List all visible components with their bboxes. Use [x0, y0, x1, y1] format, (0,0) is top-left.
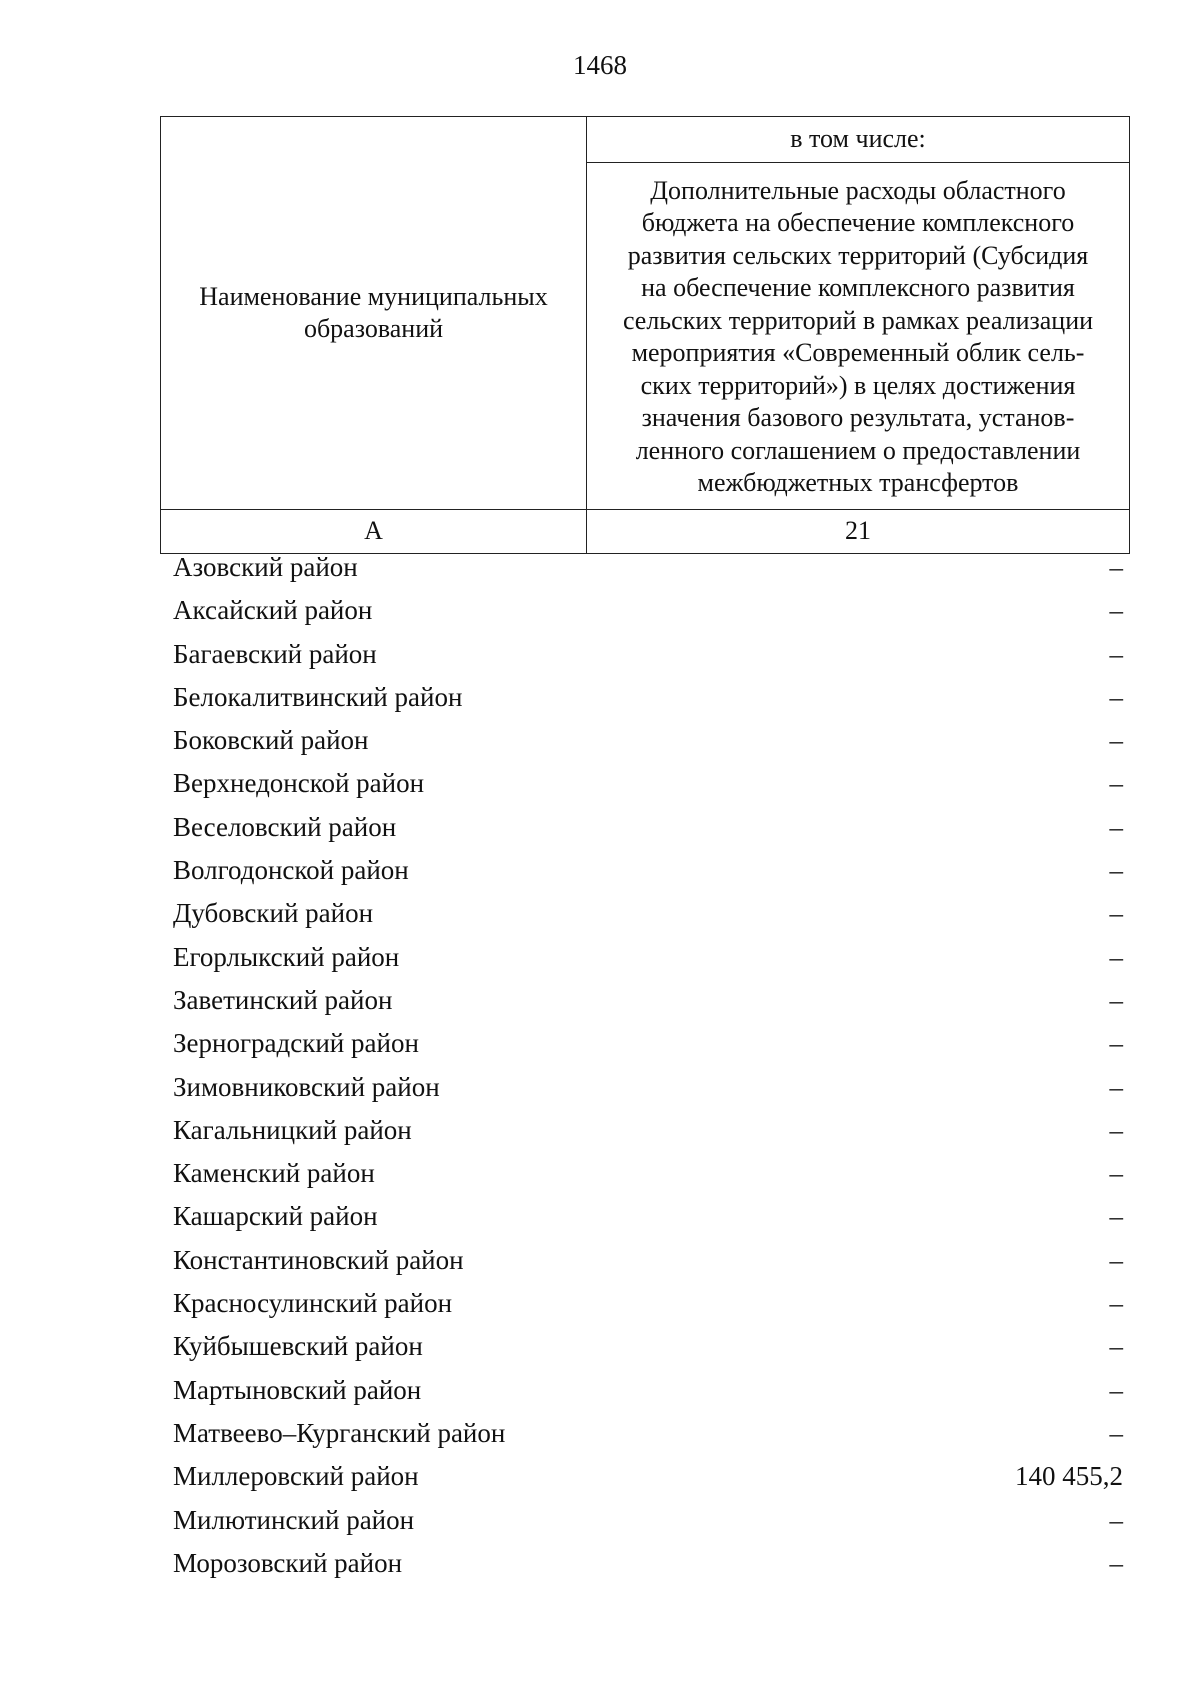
- municipality-value: –: [1109, 725, 1123, 756]
- description-line: сельских территорий в рамках реализации: [622, 305, 1094, 335]
- name-column-header: Наименование муниципальных образований: [161, 117, 587, 510]
- description-line: ских территорий») в целях достижения: [640, 370, 1076, 400]
- municipality-value: –: [1109, 1201, 1123, 1232]
- municipality-name: Матвеево–Курганский район: [173, 1417, 506, 1448]
- municipality-value: –: [1109, 1158, 1123, 1189]
- municipality-value: –: [1109, 1071, 1123, 1102]
- municipality-name: Константиновский район: [173, 1244, 464, 1275]
- municipality-value: –: [1109, 638, 1123, 669]
- municipality-value: –: [1109, 681, 1123, 712]
- description-line: мероприятия «Современный облик сель-: [631, 338, 1085, 367]
- table-row: [173, 1499, 1123, 1542]
- table-row: [173, 1325, 1123, 1368]
- table-row: [173, 1022, 1123, 1065]
- municipality-value: –: [1109, 1547, 1123, 1578]
- municipality-name: Зерноградский район: [173, 1028, 419, 1059]
- municipality-name: Куйбышевский район: [173, 1331, 423, 1362]
- municipality-name: Красносулинский район: [173, 1288, 453, 1319]
- municipality-name: Багаевский район: [173, 638, 377, 669]
- municipality-name: Белокалитвинский район: [173, 681, 463, 712]
- municipality-name: Кашарский район: [173, 1201, 378, 1232]
- table-row: [173, 1152, 1123, 1195]
- municipality-name: Милютинский район: [173, 1504, 415, 1535]
- municipality-value: 140 455,2: [1015, 1461, 1123, 1492]
- index-value-cell: 21: [587, 510, 1130, 554]
- municipality-name: Аксайский район: [173, 595, 373, 626]
- table-row: [173, 633, 1123, 676]
- municipality-value: –: [1109, 1114, 1123, 1145]
- table-row: [173, 1239, 1123, 1282]
- description-text: [593, 173, 1123, 500]
- municipality-name: Морозовский район: [173, 1547, 403, 1578]
- table-row: [173, 676, 1123, 719]
- municipality-name: Волгодонской район: [173, 855, 409, 886]
- table-row: [173, 979, 1123, 1022]
- description-line: Дополнительные расходы областного: [650, 175, 1066, 205]
- municipality-name: Миллеровский район: [173, 1461, 419, 1492]
- page-number: 1468: [573, 50, 627, 80]
- municipality-name: Егорлыкский район: [173, 941, 400, 972]
- table-row: [173, 936, 1123, 979]
- municipality-value: –: [1109, 984, 1123, 1015]
- table-row: [173, 1066, 1123, 1109]
- included-header: в том числе:: [587, 117, 1130, 163]
- municipality-value: –: [1109, 1244, 1123, 1275]
- table-row: [173, 806, 1123, 849]
- description-line: межбюджетных трансфертов: [697, 468, 1019, 497]
- municipality-value: –: [1109, 1331, 1123, 1362]
- municipality-value: –: [1109, 898, 1123, 929]
- municipality-value: –: [1109, 811, 1123, 842]
- municipality-value: –: [1109, 1417, 1123, 1448]
- description-header: [587, 163, 1130, 510]
- table-row: [173, 546, 1123, 589]
- table-row: [173, 1369, 1123, 1412]
- municipality-value: –: [1109, 552, 1123, 582]
- description-line: развития сельских территорий (Субсидия: [627, 240, 1089, 270]
- table-row: [173, 1282, 1123, 1325]
- index-name-cell: А: [161, 510, 587, 554]
- table-row: [173, 1412, 1123, 1455]
- municipality-name: Мартыновский район: [173, 1374, 422, 1405]
- municipality-name: Кагальницкий район: [173, 1114, 412, 1145]
- table-row: [173, 1195, 1123, 1238]
- table-header: [160, 116, 1130, 554]
- table-row: [173, 849, 1123, 892]
- municipality-name: Каменский район: [173, 1158, 375, 1189]
- description-line: бюджета на обеспечение комплексного: [641, 208, 1075, 237]
- municipality-value: –: [1109, 941, 1123, 972]
- table-row: [173, 589, 1123, 632]
- municipality-name: Верхнедонской район: [173, 768, 425, 799]
- municipality-value: –: [1109, 1288, 1123, 1319]
- description-line: на обеспечение комплексного развития: [641, 273, 1075, 302]
- municipality-list: [173, 546, 1123, 1585]
- municipality-value: –: [1109, 595, 1123, 626]
- table-row: [173, 1542, 1123, 1585]
- municipality-name: Заветинский район: [173, 984, 393, 1015]
- municipality-value: –: [1109, 855, 1123, 886]
- municipality-value: –: [1109, 768, 1123, 799]
- municipality-name: Боковский район: [173, 725, 369, 756]
- municipality-name: Веселовский район: [173, 811, 397, 842]
- description-line: ленного соглашением о предоставлении: [635, 435, 1081, 465]
- table-row: [173, 1455, 1123, 1498]
- table-row: [173, 1109, 1123, 1152]
- description-line: значения базового результата, установ-: [641, 403, 1075, 432]
- municipality-value: –: [1109, 1028, 1123, 1059]
- table-row: [173, 719, 1123, 762]
- municipality-name: Дубовский район: [173, 898, 374, 929]
- municipality-name: Азовский район: [173, 552, 358, 582]
- table-row: [173, 762, 1123, 805]
- table-row: [173, 892, 1123, 935]
- municipality-value: –: [1109, 1374, 1123, 1405]
- municipality-name: Зимовниковский район: [173, 1071, 440, 1102]
- municipality-value: –: [1109, 1504, 1123, 1535]
